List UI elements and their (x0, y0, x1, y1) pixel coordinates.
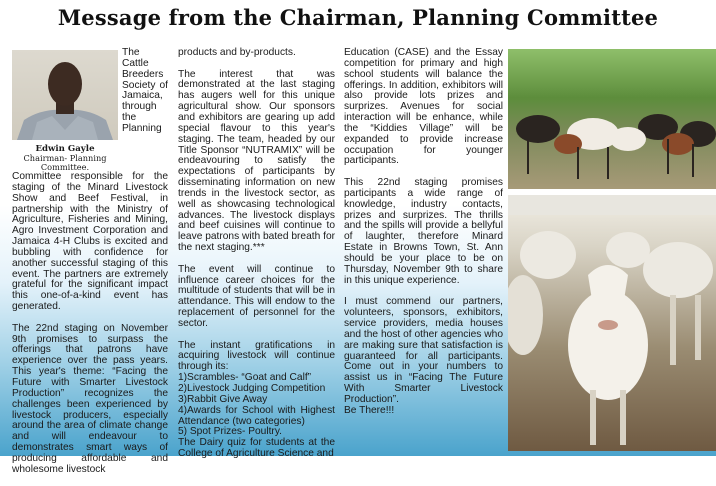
photo-column (508, 49, 716, 451)
portrait-caption (12, 144, 118, 172)
list-item: 4)Awards for School with Highest Attendance (two categories) (178, 404, 335, 427)
chairman-role-2: Committee. (40, 162, 90, 172)
paragraph: The Cattle Breeders Society of Jamaica, through the Planning Committee responsible for the staging of the Minard Livestock Show and Beef Festival, in partnership with the Ministry of Agriculture, Fisheries and Mining, Agro Investment Corporation and Jamaica 4-H Clubs is excited and bubbling with confidence for another successful staging of this event. The partners are extremely grateful for the significant impact this one-of-a-kind event has generated. (12, 47, 168, 313)
chairman-role: Chairman- Planning (23, 153, 107, 163)
paragraph: The instant gratifications in acquiring livestock will continue through its: (178, 339, 335, 373)
goats-photo (508, 49, 716, 189)
column-1 (12, 48, 168, 486)
column-3 (344, 48, 503, 417)
chairman-portrait (12, 50, 118, 172)
paragraph: The interest that was demonstrated at the last staging has augers well for this unique agricultural show. Our sponsors and exhibitors are gearing up add special flavour to this year's staging. The team, headed by our Title Sponsor “NUTRAMIX” will be endeavouring to satisfy the expectations of participants by disseminating information on new trends in the livestock sector, as well as showcasing technological advances. The livestock displays and beef cuisines will continue to leave patrons with bated breath for the next staging.*** (178, 68, 335, 254)
paragraph: The event will continue to influence career choices for the multitude of students that will be in attendance. This will endow to the replacement of personnel for the sector. (178, 263, 335, 329)
list-item: 2)Livestock Judging Competition (178, 383, 326, 395)
list-item: 3)Rabbit Give Away (178, 393, 268, 405)
chairman-name: Edwin Gayle (35, 144, 95, 154)
paragraph: The Dairy quiz for students at the College of Agriculture Science and (178, 437, 335, 460)
paragraph: The 22nd staging on November 9th promises to surpass the offerings that patrons have experience over the pass years. This year's theme: “Facing the Future with Smarter Livestock Production” recognizes the challenges been experienced by livestock producers, especially around the area of climate change and will endeavour to demonstrates smart ways of producing affordable and wholesome livestock (12, 322, 168, 475)
portrait-photo (12, 50, 118, 140)
column-2 (178, 48, 335, 460)
page-title: Message from the Chairman, Planning Committee (57, 5, 659, 30)
list-item: 5) Spot Prizes- Poultry. (178, 426, 282, 438)
paragraph: I must commend our partners, volunteers, sponsors, exhibitors, service providers, media houses and the host of other agencies who are making sure that satisfaction is guaranteed for all participants. Come out in your numbers to assist us in “Facing The Future With Smarter Livestock Production”. (344, 296, 503, 405)
cattle-photo (508, 195, 716, 451)
paragraph: This 22nd staging promises participants a wide range of knowledge, industry contacts, prizes and surprizes. The thrills and the spills will provide a bellyful of laughter, therefore Minard Estate in Browns Town, St. Ann should be your place to be on Thursday, November 9th to share in this unique experience. (344, 177, 503, 286)
paragraph: Be There!!! (344, 404, 395, 416)
list-item: 1)Scrambles- “Goat and Calf” (178, 372, 312, 384)
paragraph: Education (CASE) and the Essay competition for primary and high school students will balance the offerings. In addition, exhibitors will also provide lots prizes and surprizes. Avenues for social interaction will be enhance, while the “Kiddies Village” will be expanded to provide increase occupation for younger participants. (344, 47, 503, 167)
paragraph: products and by-products. (178, 47, 296, 58)
